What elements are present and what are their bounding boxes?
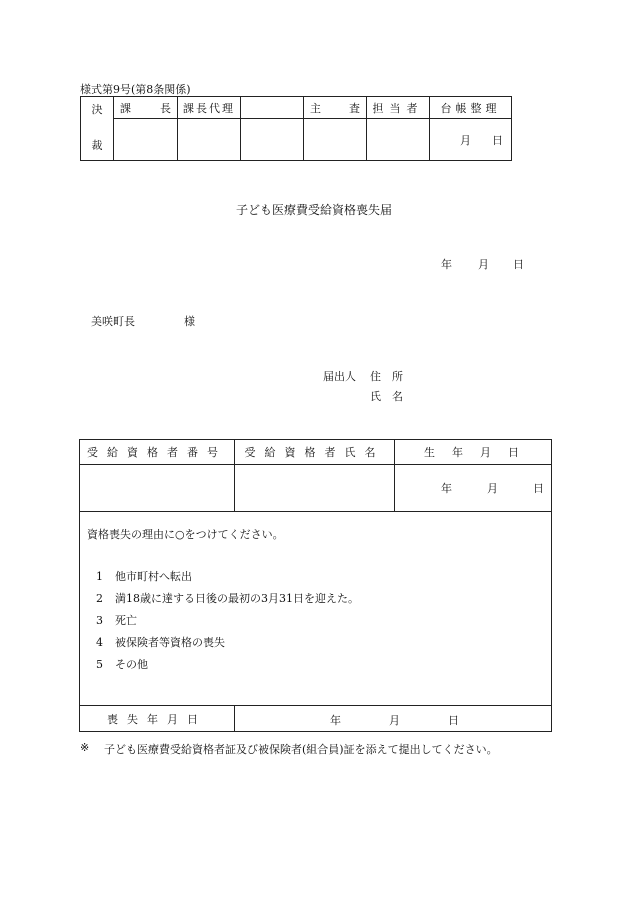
loss-date-field[interactable] — [235, 706, 552, 732]
header-recipient-name: 受給資格者氏名 — [235, 440, 395, 465]
section-chief-stamp[interactable] — [114, 119, 178, 161]
kessai-cell — [81, 97, 114, 161]
reason-item-4[interactable]: 4 被保険者等資格の喪失 — [96, 636, 225, 649]
birth-year: 年 — [441, 482, 452, 495]
person-in-charge-header: 担当者 — [367, 97, 430, 119]
approval-table — [80, 96, 512, 161]
footnote-mark: ※ — [80, 741, 90, 754]
reason-list — [87, 568, 551, 678]
person-in-charge-stamp[interactable] — [367, 119, 430, 161]
form-number: 様式第9号(第8条関係) — [80, 83, 191, 96]
blank-stamp[interactable] — [241, 119, 304, 161]
applicant-label: 届出人 — [323, 370, 356, 383]
recipient-honorific: 様 — [184, 315, 195, 328]
ledger-header: 台帳整理 — [430, 97, 512, 119]
loss-day: 日 — [448, 714, 459, 727]
section-chief-header: 課 長 — [114, 97, 178, 119]
loss-month: 月 — [389, 714, 400, 727]
header-birth-date: 生 年 月 日 — [395, 440, 552, 465]
document-title: 子ども医療費受給資格喪失届 — [236, 203, 393, 217]
reason-item-5[interactable]: 5 その他 — [96, 658, 148, 671]
chief-stamp[interactable] — [304, 119, 367, 161]
loss-year: 年 — [330, 714, 341, 727]
kessai-top: 決 — [91, 103, 103, 116]
birth-date-field[interactable] — [395, 465, 552, 512]
reason-item-2[interactable]: 2 満18歳に達する日後の最初の3月31日を迎えた。 — [96, 592, 359, 605]
submission-date-month: 月 — [478, 258, 489, 271]
footnote-text: 子ども医療費受給資格者証及び被保険者(組合員)証を添えて提出してください。 — [104, 743, 498, 756]
header-recipient-number: 受給資格者番号 — [80, 440, 235, 465]
reason-item-1[interactable]: 1 他市町村へ転出 — [96, 570, 192, 583]
ledger-date-cell[interactable]: 月 日 — [430, 119, 512, 161]
applicant-name-label: 氏 名 — [370, 390, 403, 403]
kessai-bottom: 裁 — [91, 139, 103, 152]
birth-day: 日 — [533, 482, 544, 495]
applicant-address-label: 住 所 — [370, 370, 403, 383]
recipient-number-field[interactable] — [80, 465, 235, 512]
reason-prompt: 資格喪失の理由に○をつけてください。 — [87, 528, 284, 541]
recipient-town: 美咲町長 — [91, 315, 135, 328]
deputy-chief-stamp[interactable] — [178, 119, 241, 161]
recipient-name-field[interactable] — [235, 465, 395, 512]
submission-date-day: 日 — [513, 258, 524, 271]
deputy-chief-header: 課長代理 — [178, 97, 241, 119]
loss-date-label: 喪失年月日 — [80, 706, 235, 732]
blank-header — [241, 97, 304, 119]
chief-header: 主 査 — [304, 97, 367, 119]
reason-item-3[interactable]: 3 死亡 — [96, 614, 137, 627]
birth-month: 月 — [487, 482, 498, 495]
submission-date-year: 年 — [441, 258, 452, 271]
reason-cell — [80, 512, 552, 706]
main-table — [79, 439, 552, 732]
